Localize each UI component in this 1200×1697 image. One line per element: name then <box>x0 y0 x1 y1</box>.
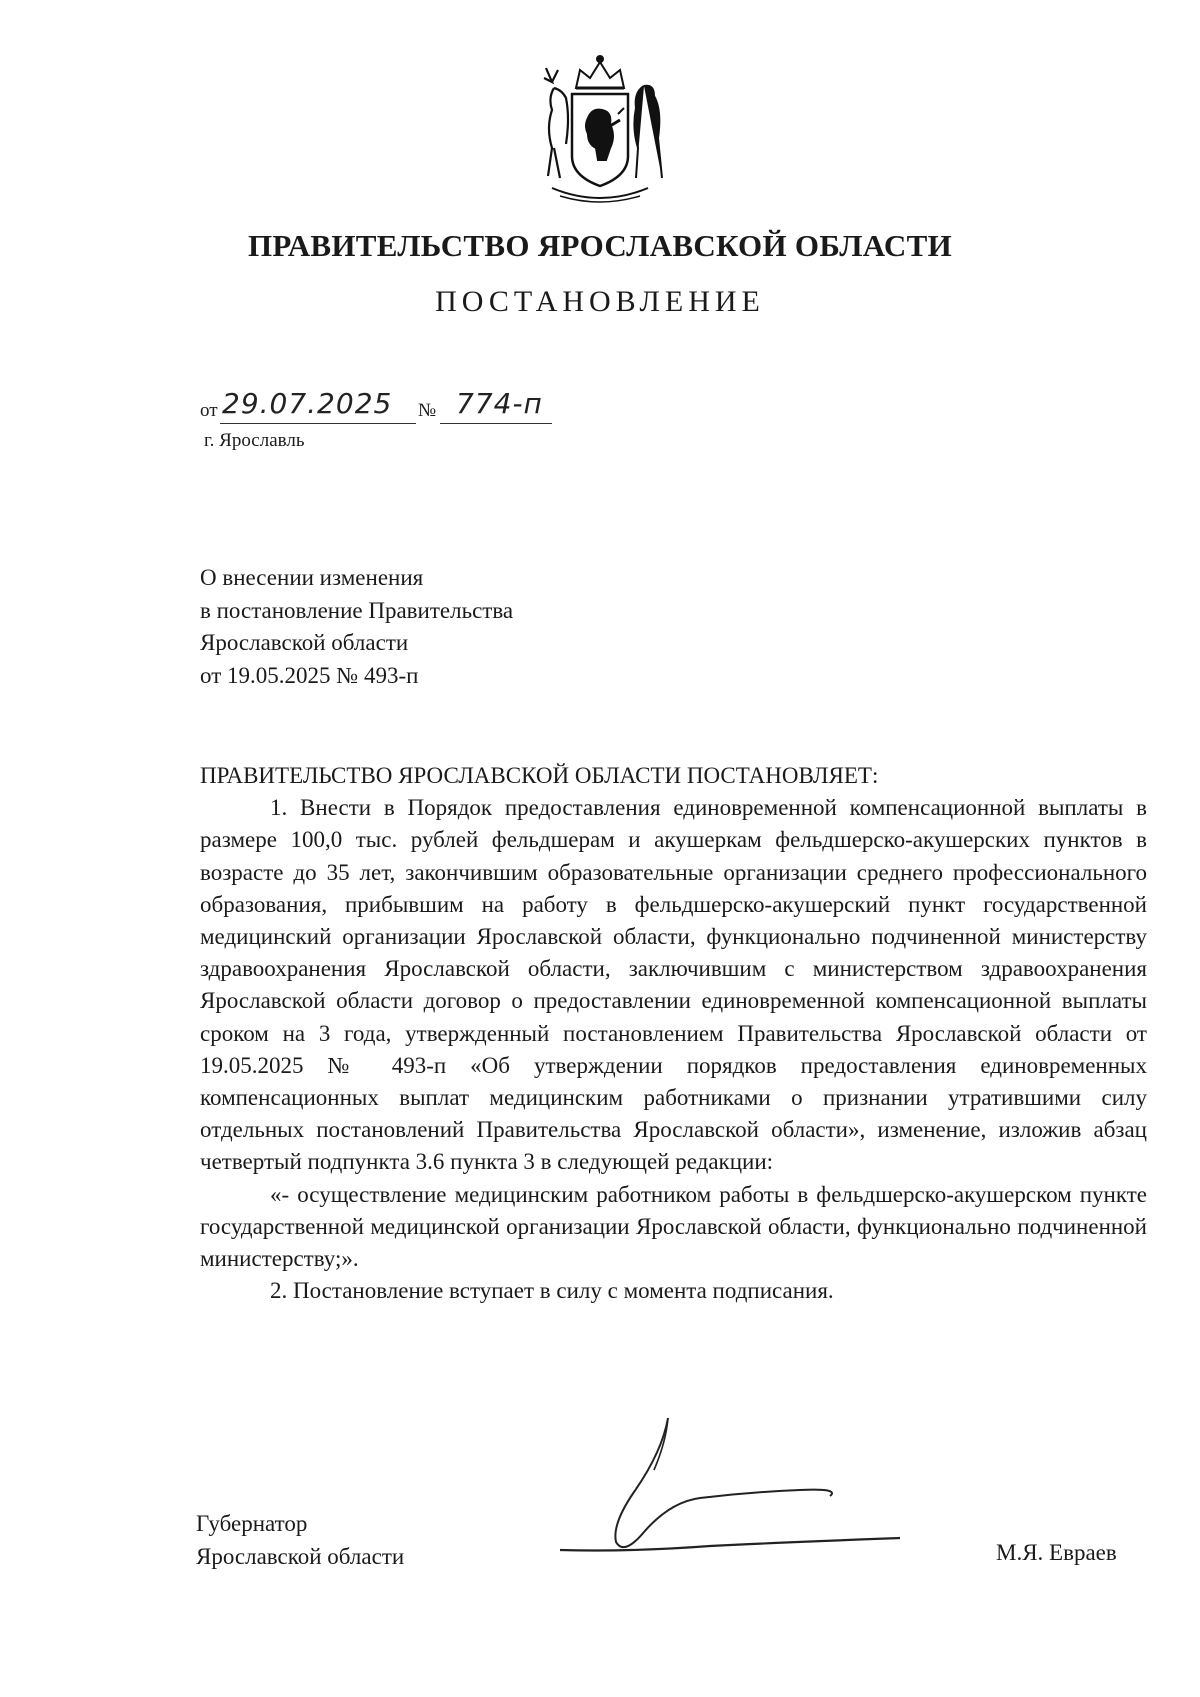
document-date: 29.07.2025 <box>222 387 393 420</box>
document-type: ПОСТАНОВЛЕНИЕ <box>435 285 765 318</box>
subject-line: от 19.05.2025 № 493-п <box>200 662 419 688</box>
organization-title: ПРАВИТЕЛЬСТВО ЯРОСЛАВСКОЙ ОБЛАСТИ <box>248 228 952 263</box>
document-subject <box>200 562 513 692</box>
paragraph-2: 2. Постановление вступает в силу с момента подписания. <box>270 1278 834 1304</box>
paragraph-1: 1. Внести в Порядок предоставления единовременной компенсационной выплаты в размере 100,0 тыс. рублей фельдшерам и акушеркам фельдшерско-акушерских пунктов в возрасте до 35 лет, закончившим образовательные организации среднего профессионального образования, прибывшим на работу в фельдшерско-акушерский пункт государственной медицинский организации Ярославской области, функционально подчиненной министерству здравоохранения Ярославской области, заключившим с министерством здравоохранения Ярославской области договор о предоставлении единовременной компенсационной выплаты сроком на 3 года, утвержденный постановлением Правительства Ярославской области от 19.05.2025 № 493-п «Об утверждении порядков предоставления единовременных компенсационных выплат медицинским работниками о признании утратившими силу отдельных постановлений Правительства Ярославской области», изменение, изложив абзац четвертый подпункта 3.6 пункта 3 в следующей редакции: <box>200 795 1147 1175</box>
signatory-name: М.Я. Евраев <box>996 1540 1117 1565</box>
number-prefix: № <box>418 400 437 421</box>
paragraph-quote: «- осуществление медицинским работником работы в фельдшерско-акушерском пункте государственной медицинской организации Ярославской области, функционально подчиненной министерству;». <box>200 1181 1147 1272</box>
registration-line <box>200 386 600 426</box>
resolution-heading: ПРАВИТЕЛЬСТВО ЯРОСЛАВСКОЙ ОБЛАСТИ ПОСТАНОВЛЯЕТ: <box>200 763 879 788</box>
signatory-position <box>196 1508 404 1573</box>
subject-line: в постановление Правительства <box>200 597 514 623</box>
date-underline <box>220 423 416 424</box>
city: г. Ярославль <box>204 430 305 451</box>
position-line: Ярославской области <box>196 1543 405 1569</box>
handwritten-signature <box>550 1412 910 1582</box>
document-number: 774-п <box>456 387 543 420</box>
date-prefix: от <box>200 400 218 421</box>
number-underline <box>440 423 552 424</box>
coat-of-arms-emblem <box>532 48 668 204</box>
document-body <box>200 760 1147 1307</box>
subject-line: Ярославской области <box>200 630 409 655</box>
subject-line: О внесении изменения <box>200 565 424 590</box>
position-line: Губернатор <box>196 1511 308 1536</box>
